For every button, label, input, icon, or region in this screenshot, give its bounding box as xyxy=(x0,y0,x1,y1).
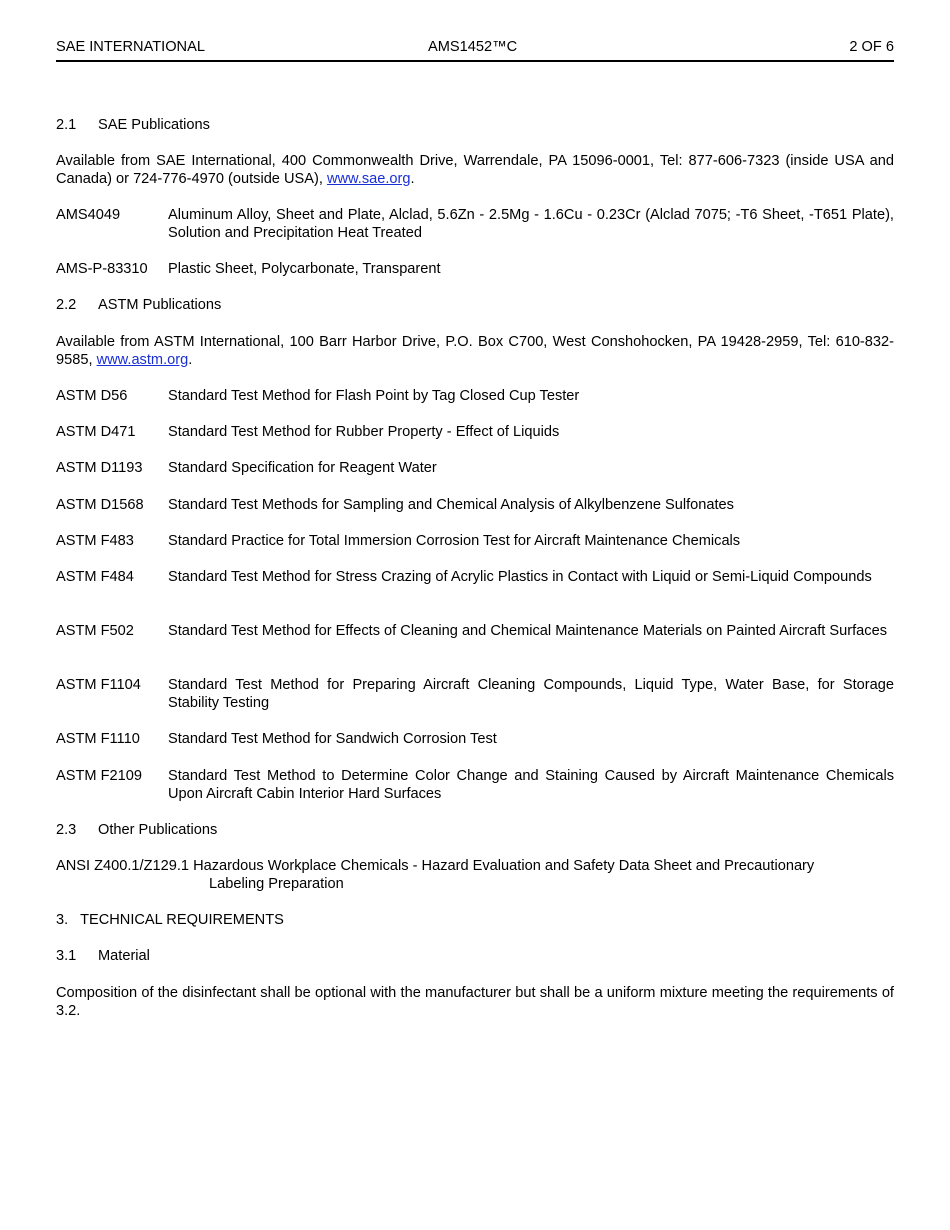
reference-description: Standard Test Methods for Sampling and Chemical Analysis of Alkylbenzene Sulfonates xyxy=(168,497,734,513)
reference-code: AMS4049 xyxy=(56,207,121,223)
reference-astm-f1104 xyxy=(56,676,894,712)
reference-description: Standard Test Method for Rubber Property - Effect of Liquids xyxy=(168,424,560,440)
section-title: ASTM Publications xyxy=(98,297,222,313)
section-title: SAE Publications xyxy=(98,117,210,133)
reference-astm-f484 xyxy=(56,568,894,586)
reference-description: Standard Test Method for Stress Crazing of Acrylic Plastics in Contact with Liquid or Semi-Liquid Compounds xyxy=(168,569,872,585)
reference-description: Standard Test Method for Preparing Aircraft Cleaning Compounds, Liquid Type, Water Base, for Storage Stability Testing xyxy=(168,677,894,711)
reference-description: Plastic Sheet, Polycarbonate, Transparent xyxy=(168,261,441,277)
section-heading-2-1 xyxy=(56,116,894,134)
reference-astm-d56 xyxy=(56,387,894,405)
reference-description: Standard Practice for Total Immersion Corrosion Test for Aircraft Maintenance Chemicals xyxy=(168,533,741,549)
reference-astm-d471 xyxy=(56,423,894,441)
section-heading-2-2 xyxy=(56,296,894,314)
section-number: 3.1 xyxy=(56,948,77,964)
reference-code: ASTM F1104 xyxy=(56,677,141,693)
reference-code: ASTM F484 xyxy=(56,569,134,585)
reference-code: ASTM D1568 xyxy=(56,497,144,513)
section-title: Other Publications xyxy=(98,822,218,838)
sae-availability-text: Available from SAE International, 400 Commonwealth Drive, Warrendale, PA 15096-0001, Tel: 877-606-7323 (inside USA and Canada) or 724-776-4970 (outside USA), xyxy=(56,153,894,187)
section-heading-3: 3. TECHNICAL REQUIREMENTS xyxy=(56,912,284,928)
reference-astm-f502 xyxy=(56,622,894,640)
reference-code: AMS-P-83310 xyxy=(56,261,148,277)
reference-code: ANSI Z400.1/Z129.1 xyxy=(56,858,190,874)
astm-availability-text: Available from ASTM International, 100 Barr Harbor Drive, P.O. Box C700, West Conshohocken, PA 19428-2959, Tel: 610-832-9585, xyxy=(56,334,894,368)
sae-availability-end: . xyxy=(410,171,415,187)
reference-description: Standard Test Method for Effects of Cleaning and Chemical Maintenance Materials on Painted Aircraft Surfaces xyxy=(168,623,887,639)
reference-ams-p-83310 xyxy=(56,260,894,278)
section-title: Material xyxy=(98,948,150,964)
astm-availability-end: . xyxy=(188,352,193,368)
reference-description: Standard Test Method for Sandwich Corrosion Test xyxy=(168,731,497,747)
material-paragraph: Composition of the disinfectant shall be optional with the manufacturer but shall be a uniform mixture meeting the requirements of 3.2. xyxy=(56,985,894,1019)
reference-description: Aluminum Alloy, Sheet and Plate, Alclad, 5.6Zn - 2.5Mg - 1.6Cu - 0.23Cr (Alclad 7075; -T6 Sheet, -T651 Plate), Solution and Precipitation Heat Treated xyxy=(168,207,894,241)
reference-description-line1: Hazardous Workplace Chemicals - Hazard Evaluation and Safety Data Sheet and Precautionary xyxy=(193,858,815,874)
header-doc-number: AMS1452™C xyxy=(428,39,518,55)
reference-description-line2: Labeling Preparation xyxy=(209,876,344,892)
astm-availability-paragraph xyxy=(56,333,894,369)
reference-code: ASTM F483 xyxy=(56,533,134,549)
reference-code: ASTM F1110 xyxy=(56,731,140,747)
reference-code: ASTM F2109 xyxy=(56,768,142,784)
reference-astm-d1568 xyxy=(56,496,894,514)
reference-code: ASTM D1193 xyxy=(56,460,143,476)
reference-ams4049 xyxy=(56,206,894,242)
reference-code: ASTM D56 xyxy=(56,388,128,404)
reference-astm-f1110 xyxy=(56,730,894,748)
section-number: 2.2 xyxy=(56,297,77,313)
section-heading-3-1 xyxy=(56,947,894,965)
reference-description: Standard Test Method for Flash Point by Tag Closed Cup Tester xyxy=(168,388,580,404)
header-org: SAE INTERNATIONAL xyxy=(56,39,205,55)
page-header xyxy=(56,38,894,62)
reference-description: Standard Specification for Reagent Water xyxy=(168,460,437,476)
section-number: 2.3 xyxy=(56,822,77,838)
reference-astm-f483 xyxy=(56,532,894,550)
header-page-number: 2 OF 6 xyxy=(849,39,894,55)
reference-code: ASTM D471 xyxy=(56,424,136,440)
reference-astm-d1193 xyxy=(56,459,894,477)
astm-website-link[interactable]: www.astm.org xyxy=(96,352,189,368)
sae-website-link[interactable]: www.sae.org xyxy=(326,171,411,187)
reference-code: ASTM F502 xyxy=(56,623,134,639)
section-heading-2-3 xyxy=(56,821,894,839)
reference-description: Standard Test Method to Determine Color Change and Staining Caused by Aircraft Maintenance Chemicals Upon Aircraft Cabin Interior Hard Surfaces xyxy=(168,768,894,802)
reference-astm-f2109 xyxy=(56,767,894,803)
sae-availability-paragraph xyxy=(56,152,894,188)
reference-ansi-z400 xyxy=(56,857,894,893)
section-number: 2.1 xyxy=(56,117,77,133)
